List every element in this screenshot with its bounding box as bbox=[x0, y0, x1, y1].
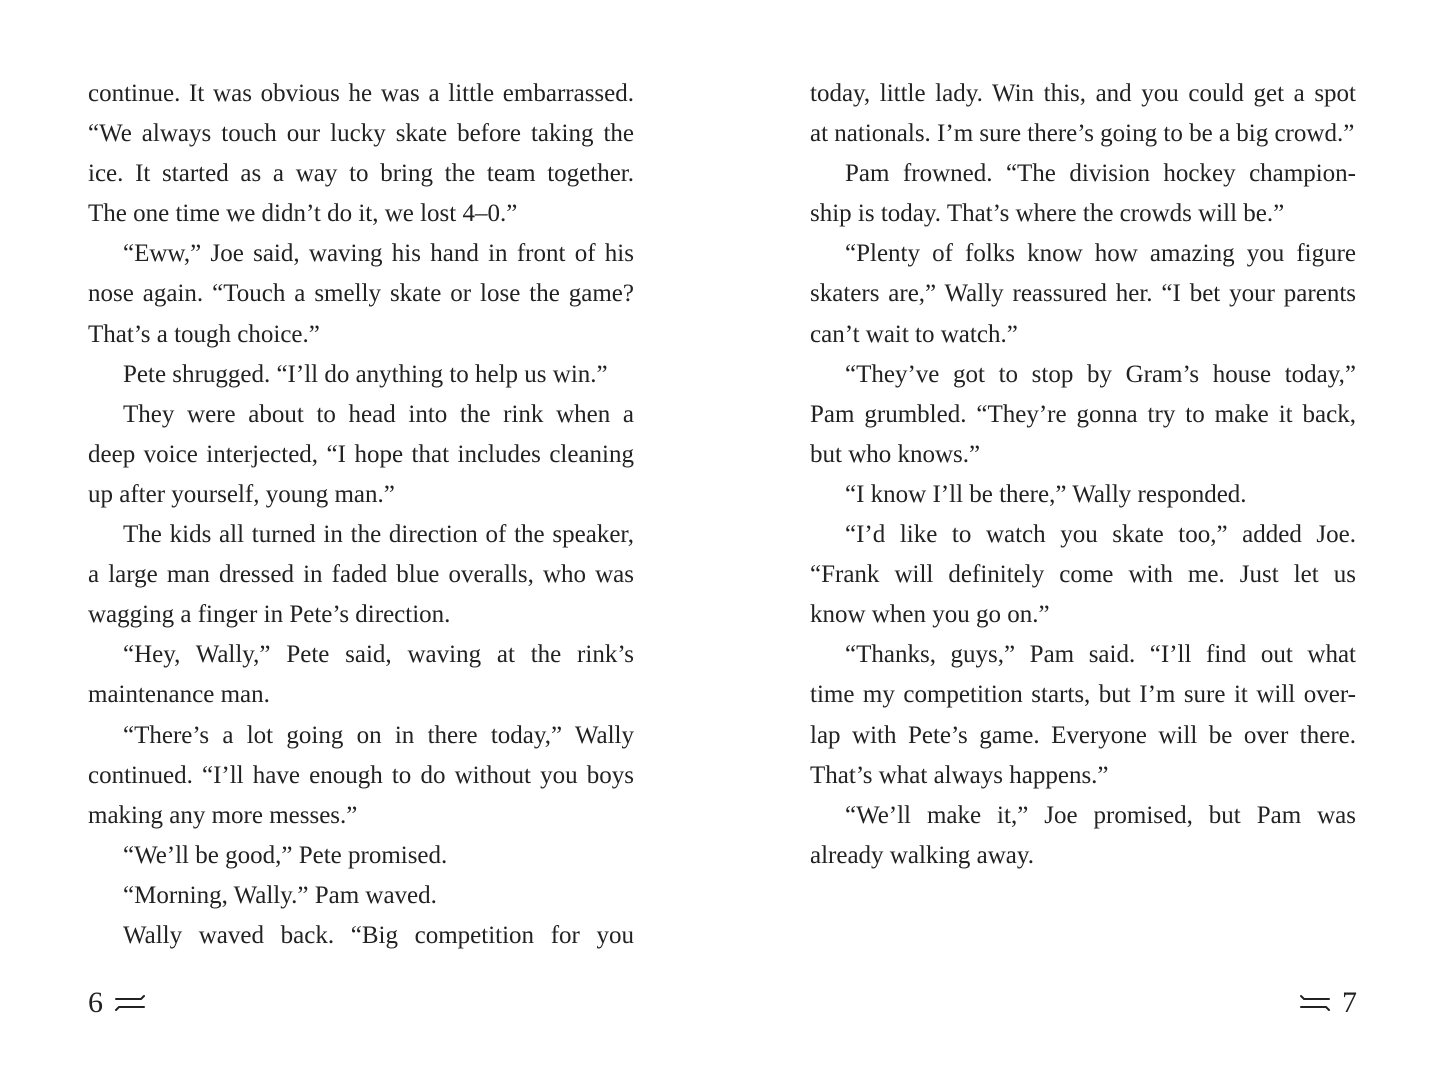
right-page-folio bbox=[1298, 983, 1357, 1023]
text-line: deep voice interjected, “I hope that includes cleaning bbox=[88, 440, 634, 468]
text-line: today, little lady. Win this, and you could get a spot bbox=[810, 80, 1356, 107]
text-line: ice. It started as a way to bring the team together. bbox=[88, 160, 634, 188]
text-line: “Plenty of folks know how amazing you figure bbox=[845, 240, 1356, 268]
text-line: “We’ll make it,” Joe promised, but Pam was bbox=[845, 801, 1356, 829]
page-number: 7 bbox=[1342, 986, 1357, 1019]
text-line: ship is today. That’s where the crowds will be.” bbox=[810, 200, 1285, 228]
text-line: continued. “I’ll have enough to do without you boys bbox=[88, 761, 634, 789]
hockey-stick-ornament-icon bbox=[113, 993, 147, 1013]
text-line: “Frank will definitely come with me. Just let us bbox=[810, 561, 1356, 589]
left-page-text bbox=[88, 74, 634, 956]
text-line: can’t wait to watch.” bbox=[810, 320, 1018, 348]
text-line: time my competition starts, but I’m sure it will over- bbox=[810, 681, 1356, 709]
text-line: “We always touch our lucky skate before taking the bbox=[88, 120, 634, 148]
text-line: up after yourself, young man.” bbox=[88, 480, 395, 508]
text-line: “Hey, Wally,” Pete said, waving at the rink’s bbox=[123, 641, 634, 669]
page-number: 6 bbox=[88, 986, 103, 1019]
text-line: wagging a finger in Pete’s direction. bbox=[88, 601, 451, 629]
text-line: Pam grumbled. “They’re gonna try to make it back, bbox=[810, 400, 1356, 428]
text-line: The one time we didn’t do it, we lost 4–0.” bbox=[88, 200, 518, 228]
text-line: maintenance man. bbox=[88, 681, 270, 709]
text-line: know when you go on.” bbox=[810, 601, 1050, 629]
text-line: “I know I’ll be there,” Wally responded. bbox=[845, 480, 1247, 508]
text-line: “Thanks, guys,” Pam said. “I’ll find out what bbox=[845, 641, 1356, 669]
text-line: The kids all turned in the direction of the speaker, bbox=[123, 521, 634, 549]
text-line: at nationals. I’m sure there’s going to be a big crowd.” bbox=[810, 120, 1355, 148]
text-line: That’s what always happens.” bbox=[810, 761, 1109, 789]
right-page-text bbox=[810, 74, 1356, 876]
left-page-folio bbox=[88, 983, 147, 1023]
text-line: but who knows.” bbox=[810, 440, 981, 468]
text-line: a large man dressed in faded blue overalls, who was bbox=[88, 561, 634, 589]
text-line: nose again. “Touch a smelly skate or lose the game? bbox=[88, 280, 634, 308]
text-line: making any more messes.” bbox=[88, 801, 358, 829]
text-line: “Eww,” Joe said, waving his hand in front of his bbox=[123, 240, 634, 268]
text-line: already walking away. bbox=[810, 841, 1034, 869]
text-line: lap with Pete’s game. Everyone will be over there. bbox=[810, 721, 1356, 749]
text-line: They were about to head into the rink when a bbox=[123, 400, 634, 428]
text-line: continue. It was obvious he was a little embarrassed. bbox=[88, 80, 634, 107]
text-line: “There’s a lot going on in there today,” Wally bbox=[123, 721, 634, 749]
text-line: Pete shrugged. “I’ll do anything to help us win.” bbox=[123, 360, 608, 388]
text-line: Wally waved back. “Big competition for you bbox=[123, 921, 634, 949]
hockey-stick-ornament-icon bbox=[1298, 993, 1332, 1013]
text-line: “I’d like to watch you skate too,” added Joe. bbox=[845, 521, 1356, 549]
text-line: “Morning, Wally.” Pam waved. bbox=[123, 881, 437, 909]
text-line: Pam frowned. “The division hockey champion- bbox=[845, 160, 1356, 188]
text-line: skaters are,” Wally reassured her. “I bet your parents bbox=[810, 280, 1356, 308]
text-line: That’s a tough choice.” bbox=[88, 320, 320, 348]
text-line: “They’ve got to stop by Gram’s house today,” bbox=[845, 360, 1356, 388]
text-line: “We’ll be good,” Pete promised. bbox=[123, 841, 448, 869]
